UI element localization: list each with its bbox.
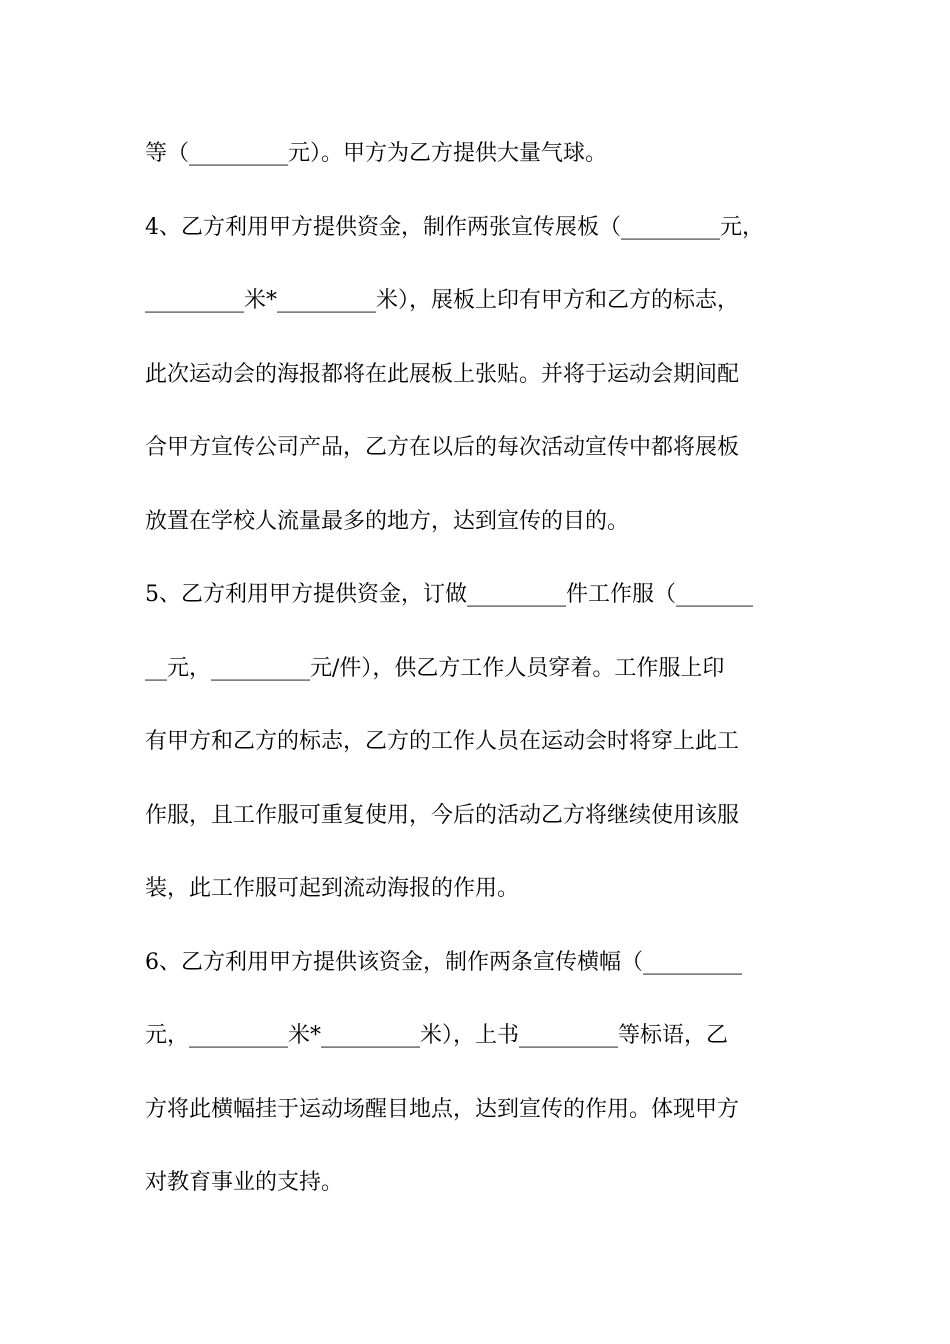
text-line: 合甲方宣传公司产品，乙方在以后的每次活动宣传中都将展板 (145, 435, 740, 460)
text-line: 放置在学校人流量最多的地方，达到宣传的目的。 (145, 508, 630, 534)
text-line: 等（_________元）。甲方为乙方提供大量气球。 (145, 141, 608, 166)
text-line: 5、乙方利用甲方提供资金，订做_________件工作服（_______ (145, 582, 753, 607)
text-line: 4、乙方利用甲方提供资金，制作两张宣传展板（_________元， (145, 214, 764, 240)
text-line: 元，_________米*_________米），上书_________等标语，乙 (145, 1023, 729, 1048)
text-line: __元，_________元/件），供乙方工作人员穿着。工作服上印 (145, 655, 725, 681)
text-line: 对教育事业的支持。 (145, 1170, 344, 1195)
text-line: 方将此横幅挂于运动场醒目地点，达到宣传的作用。体现甲方 (145, 1096, 740, 1122)
text-line: 6、乙方利用甲方提供该资金，制作两条宣传横幅（_________ (145, 949, 742, 975)
text-line: _________米*_________米），展板上印有甲方和乙方的标志， (145, 288, 740, 313)
text-line: 此次运动会的海报都将在此展板上张贴。并将于运动会期间配 (145, 361, 740, 387)
text-line: 作服，且工作服可重复使用，今后的活动乙方将继续使用该服 (145, 802, 740, 828)
text-line: 装，此工作服可起到流动海报的作用。 (145, 876, 520, 901)
text-line: 有甲方和乙方的标志，乙方的工作人员在运动会时将穿上此工 (145, 729, 740, 754)
document-body (145, 132, 815, 1235)
